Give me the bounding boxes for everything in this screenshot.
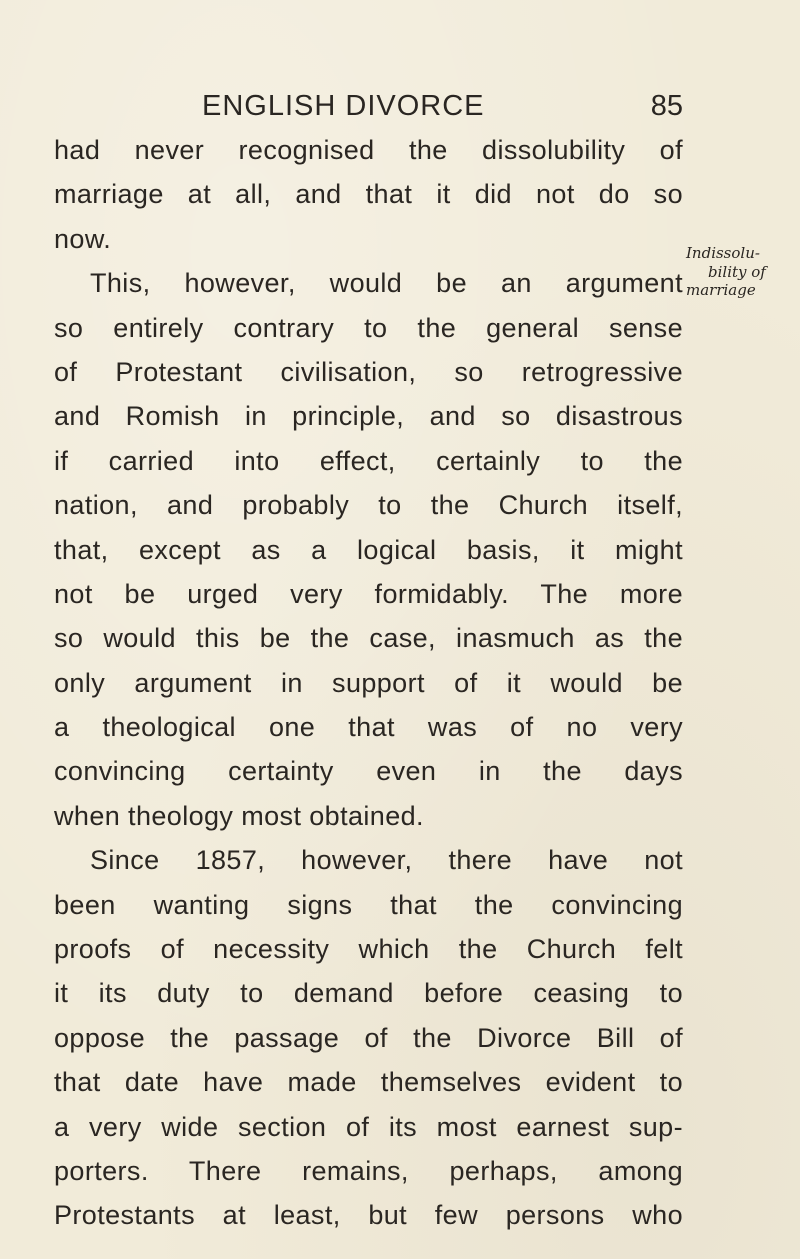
text-line: that, except as a logical basis, it might [54,534,683,565]
margin-note [686,244,798,300]
text-line: only argument in support of it would be [54,667,683,698]
margin-note-line: Indissolu- [686,244,760,262]
text-line: been wanting signs that the convincing [54,889,683,920]
text-line: This, however, would be an argument [90,268,683,299]
text-line: so entirely contrary to the general sense [54,312,683,343]
text-line: Protestants at least, but few persons who [54,1200,683,1231]
text-line: of Protestant civilisation, so retrogressive [54,356,683,387]
text-line: a theological one that was of no very [54,712,683,743]
text-line: now. [54,223,112,254]
text-line: nation, and probably to the Church itself, [54,490,683,521]
text-line: marriage at all, and that it did not do so [54,179,683,210]
text-line: porters. There remains, perhaps, among [54,1155,683,1186]
running-head [54,88,683,132]
text-line: oppose the passage of the Divorce Bill of [54,1022,683,1053]
text-line: not be urged very formidably. The more [54,578,683,609]
running-title: ENGLISH DIVORCE [202,90,485,122]
text-line: if carried into effect, certainly to the [54,445,683,476]
text-line: that date have made themselves evident to [54,1067,683,1098]
margin-note-line: marriage [686,281,756,299]
page-number: 85 [650,90,683,122]
text-line: Since 1857, however, there have not [90,845,683,876]
text-line: it its duty to demand before ceasing to [54,978,683,1009]
margin-note-line: bility of [708,262,766,281]
text-line: so would this be the case, inasmuch as the [54,623,683,654]
text-line: when theology most obtained. [54,800,424,831]
text-line: a very wide section of its most earnest sup- [54,1111,683,1142]
text-line: had never recognised the dissolubility of [54,135,683,165]
text-line: proofs of necessity which the Church felt [54,934,683,965]
body-text [54,128,683,1238]
text-line: convincing certainty even in the days [54,756,683,787]
text-line: and Romish in principle, and so disastrous [54,401,683,432]
